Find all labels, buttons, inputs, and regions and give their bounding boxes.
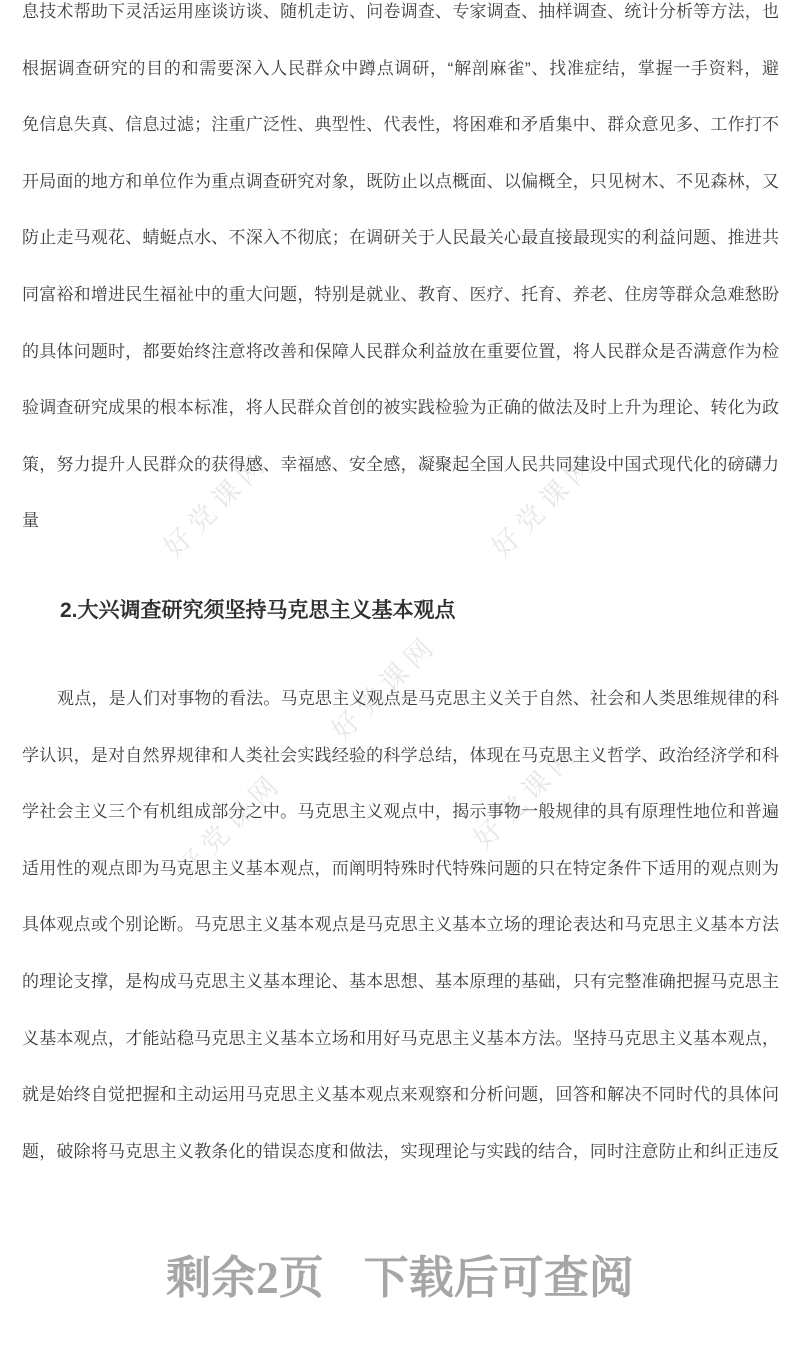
paragraph-line: 验调查研究成果的根本标准，将人民群众首创的被实践检验为正确的做法及时上升为理论、转化为政 (22, 398, 779, 418)
paragraph-line: 题，破除将马克思主义教条化的错误态度和做法，实现理论与实践的结合，同时注意防止和纠正违反 (22, 1141, 779, 1161)
paragraph-line: 就是始终自觉把握和主动运用马克思主义基本观点来观察和分析问题，回答和解决不同时代的具体问 (22, 1085, 779, 1105)
paragraph-line: 的理论支撑，是构成马克思主义基本理论、基本思想、基本原理的基础，只有完整准确把握马克思主 (22, 971, 779, 991)
paragraph-line: 具体观点或个别论断。马克思主义基本观点是马克思主义基本立场的理论表达和马克思主义基本方法 (22, 915, 779, 935)
footer-download-hint: 下载后可查阅 (363, 1253, 634, 1303)
paragraph-line: 观点，是人们对事物的看法。马克思主义观点是马克思主义关于自然、社会和人类思维规律的科 (57, 689, 779, 708)
paragraph-line: 开局面的地方和单位作为重点调查研究对象，既防止以点概面、以偏概全，只见树木、不见森林，又 (22, 171, 779, 191)
page-footer (0, 1250, 800, 1306)
watermark-text: 好党课网 (468, 736, 586, 854)
watermark-text: 好党课网 (486, 445, 604, 563)
paragraph-2 (22, 671, 779, 1180)
paragraph-line: 策，努力提升人民群众的获得感、幸福感、安全感，凝聚起全国人民共同建设中国式现代化的磅礴力 (22, 454, 779, 474)
watermark-text: 好党课网 (158, 445, 276, 563)
paragraph-line: 根据调查研究的目的和需要深入人民群众中蹲点调研，“解剖麻雀”、找准症结，掌握一手资料，避 (22, 58, 779, 78)
footer-remaining-pages: 剩余2页 (166, 1253, 324, 1303)
paragraph-line: 学认识，是对自然界规律和人类社会实践经验的科学总结，体现在马克思主义哲学、政治经济学和科 (22, 745, 779, 765)
paragraph-1 (22, 0, 779, 550)
paragraph-line: 义基本观点，才能站稳马克思主义基本立场和用好马克思主义基本方法。坚持马克思主义基本观点， (22, 1028, 779, 1048)
paragraph-line: 量 (22, 511, 39, 531)
watermark-text: 好党课网 (171, 766, 289, 884)
paragraph-line: 适用性的观点即为马克思主义基本观点，而阐明特殊时代特殊问题的只在特定条件下适用的观点则为 (22, 858, 779, 878)
paragraph-line: 息技术帮助下灵活运用座谈访谈、随机走访、问卷调查、专家调查、抽样调查、统计分析等方法，也 (22, 2, 779, 21)
paragraph-line: 学社会主义三个有机组成部分之中。马克思主义观点中，揭示事物一般规律的具有原理性地位和普遍 (22, 802, 779, 822)
paragraph-line: 同富裕和增进民生福祉中的重大问题，特别是就业、教育、医疗、托育、养老、住房等群众急难愁盼 (22, 284, 779, 304)
paragraph-line: 防止走马观花、蜻蜓点水、不深入不彻底；在调研关于人民最关心最直接最现实的利益问题、推进共 (22, 228, 779, 248)
section-heading: 2.大兴调查研究须坚持马克思主义基本观点 (60, 599, 456, 622)
paragraph-line: 的具体问题时，都要始终注意将改善和保障人民群众利益放在重要位置，将人民群众是否满意作为检 (22, 341, 779, 361)
paragraph-line: 免信息失真、信息过滤；注重广泛性、典型性、代表性，将困难和矛盾集中、群众意见多、工作打不 (22, 115, 779, 135)
watermark-text: 好党课网 (326, 628, 444, 746)
